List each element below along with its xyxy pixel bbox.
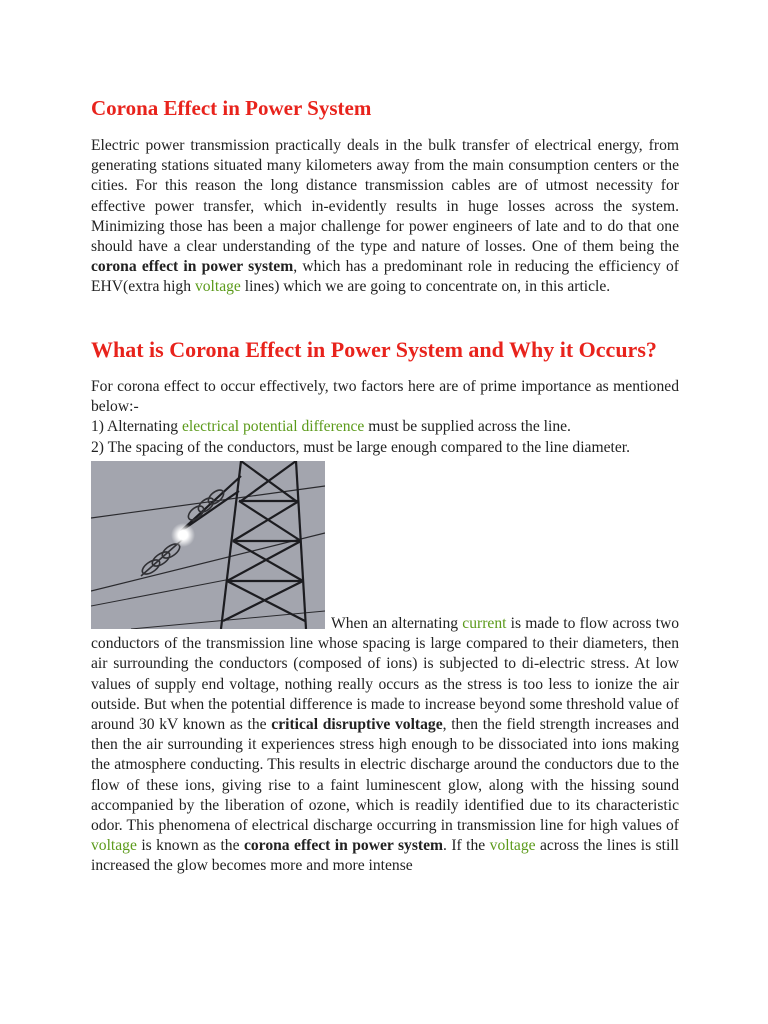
factor-1-prefix: 1) Alternating — [91, 418, 182, 436]
voltage-link[interactable]: voltage — [194, 278, 241, 296]
factors-paragraph — [91, 377, 679, 458]
body-text-1: When an alternating — [331, 615, 463, 632]
intro-text-1: Electric power transmission practically deals in the bulk transfer of electrical energy, from generating stations situated many kilometers away from the main consumption centers or the cities. For this reason the long distance transmission cables are of utmost necessity for effective power transfer, which in-evidently results in huge losses across the system. Minimizing those has been a major challenge for power engineers of late and to do that one should have a clear understanding of the type and nature of losses. One of them being the — [91, 137, 679, 256]
body-text-4: is known as the — [136, 837, 244, 855]
factor-2: 2) The spacing of the conductors, must be large enough compared to the line diameter. — [91, 438, 630, 456]
transmission-tower-photo — [91, 461, 325, 629]
body-paragraph — [91, 614, 679, 877]
intro-text-3: lines) which we are going to concentrate on, in this article. — [240, 278, 611, 296]
critical-disruptive-voltage-term: critical disruptive voltage — [271, 716, 443, 734]
intro-text-2: , which has a predominant role in reducing the efficiency of EHV(extra high — [91, 258, 679, 296]
body-text-2: is made to flow across two conductors of the transmission line whose spacing is large compared to their diameters, then air surrounding the conductors (composed of ions) is subjected to di-electric stress. At low values of supply end voltage, nothing really occurs as the stress is too less to ionize the air outside. But when the potential difference is made to increase beyond some threshold value of around 30 kV known as the — [91, 615, 680, 734]
page-title: Corona Effect in Power System — [91, 96, 372, 120]
section-heading: What is Corona Effect in Power System and Why it Occurs? — [91, 337, 657, 362]
current-link[interactable]: current — [462, 615, 507, 632]
body-text-6: across the lines is still increased the glow becomes more and more intense — [91, 837, 679, 875]
factors-lead: For corona effect to occur effectively, two factors here are of prime importance as mentioned below:- — [91, 378, 679, 416]
intro-bold-term: corona effect in power system — [91, 258, 294, 276]
body-text-3: , then the field strength increases and then the air surrounding it experiences stress high enough to be dissociated into ions making the atmosphere conducting. This results in electric discharge around the conductors due to the flow of these ions, giving rise to a faint luminescent glow, along with the hissing sound accompanied by the liberation of ozone, which is readily identified due to its characteristic odor. This phenomena of electrical discharge occurring in transmission line for high values of — [91, 716, 679, 835]
body-text-5: . If the — [443, 837, 490, 855]
factor-1-suffix: must be supplied across the line. — [364, 418, 571, 436]
voltage-link-3[interactable]: voltage — [489, 837, 536, 855]
electrical-potential-difference-link[interactable]: electrical potential difference — [181, 418, 365, 436]
corona-effect-term: corona effect in power system — [243, 837, 444, 855]
voltage-link-2[interactable]: voltage — [91, 837, 137, 855]
intro-paragraph — [91, 136, 679, 298]
factor-1 — [91, 417, 679, 437]
tower-image — [91, 461, 325, 629]
